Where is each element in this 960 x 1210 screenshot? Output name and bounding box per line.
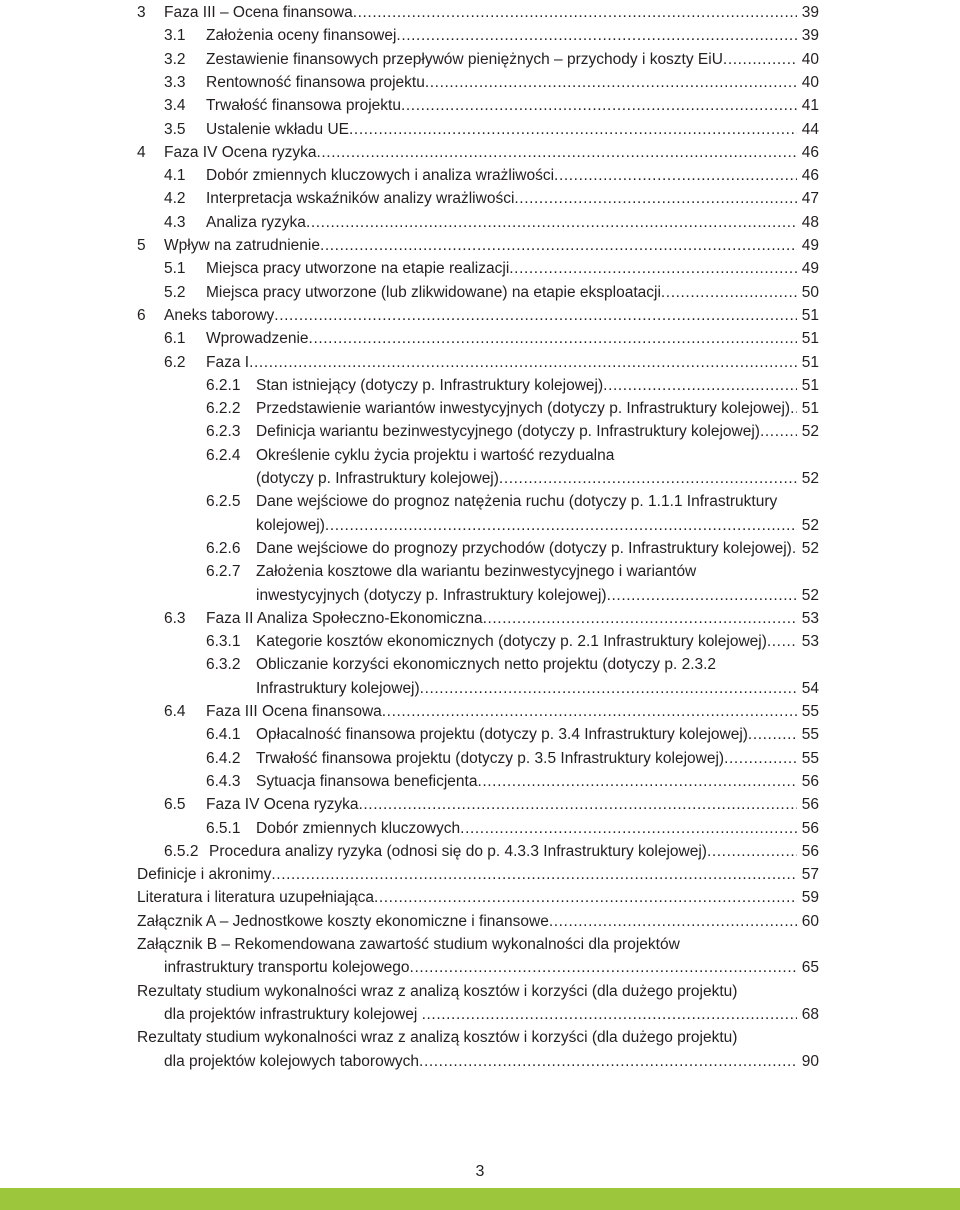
toc-entry[interactable] — [0, 516, 960, 536]
toc-entry-number: 6.2.1 — [206, 376, 241, 394]
toc-entry[interactable] — [0, 982, 960, 1002]
toc-entry-page: 57 — [797, 865, 819, 885]
toc-entry-title: Dane wejściowe do prognozy przychodów (dotyczy p. Infrastruktury kolejowej) ..... — [256, 539, 797, 559]
toc-entry-title: Definicja wariantu bezinwestycyjnego (dotyczy p. Infrastruktury kolejowej) ..... — [256, 422, 797, 442]
toc-entry-page: 60 — [797, 912, 819, 932]
toc-entry-page: 44 — [797, 120, 819, 140]
toc-entry-page: 55 — [797, 725, 819, 745]
toc-entry-title: Rezultaty studium wykonalności wraz z analizą kosztów i korzyści (dla dużego projektu) — [137, 1029, 738, 1047]
toc-entry-number: 6.4.1 — [206, 726, 241, 744]
toc-entry[interactable] — [0, 3, 960, 23]
toc-entry-page: 46 — [797, 166, 819, 186]
toc-entry[interactable] — [0, 120, 960, 140]
toc-entry-page: 55 — [797, 702, 819, 722]
toc-entry-page: 41 — [797, 96, 819, 116]
toc-entry[interactable] — [0, 935, 960, 955]
toc-entry-page: 52 — [797, 516, 819, 536]
toc-entry-number: 6.2.5 — [206, 493, 241, 511]
toc-entry-title-continued: (dotyczy p. Infrastruktury kolejowej) ..... — [256, 469, 797, 489]
toc-entry[interactable] — [0, 259, 960, 279]
toc-entry[interactable] — [0, 865, 960, 885]
toc-entry-number: 3.1 — [164, 27, 186, 45]
toc-entry-number: 3 — [137, 4, 146, 21]
toc-entry-title: Trwałość finansowa projektu ..... — [206, 96, 797, 116]
toc-entry[interactable] — [0, 1052, 960, 1072]
toc-entry[interactable] — [0, 166, 960, 186]
toc-entry-page: 52 — [797, 469, 819, 489]
toc-entry-page: 53 — [797, 632, 819, 652]
toc-entry[interactable] — [0, 213, 960, 233]
toc-entry-title: Analiza ryzyka ..... — [206, 213, 797, 233]
toc-entry[interactable] — [0, 329, 960, 349]
toc-entry[interactable] — [0, 376, 960, 396]
toc-entry-title: Procedura analizy ryzyka (odnosi się do p. 4.3.3 Infrastruktury kolejowej) ..... — [209, 842, 797, 862]
toc-entry-page: 65 — [797, 958, 819, 978]
toc-entry-title: Przedstawienie wariantów inwestycyjnych (dotyczy p. Infrastruktury kolejowej) ..... — [256, 399, 797, 419]
toc-entry-number: 3.4 — [164, 97, 186, 115]
toc-entry-title: Dobór zmiennych kluczowych i analiza wrażliwości ..... — [206, 166, 797, 186]
toc-entry-title-continued: inwestycyjnych (dotyczy p. Infrastruktury kolejowej) ..... — [256, 586, 797, 606]
toc-entry-title: Ustalenie wkładu UE ..... — [206, 120, 797, 140]
toc-entry-number: 4 — [137, 143, 146, 161]
toc-entry-page: 50 — [797, 283, 819, 303]
toc-entry-number: 6.3.2 — [206, 656, 241, 674]
toc-entry[interactable] — [0, 772, 960, 792]
toc-entry-title: Obliczanie korzyści ekonomicznych netto projektu (dotyczy p. 2.3.2 — [256, 656, 717, 674]
toc-entry-page: 53 — [797, 609, 819, 629]
toc-entry[interactable] — [0, 469, 960, 489]
toc-entry-number: 5.1 — [164, 260, 186, 278]
toc-entry-title: Aneks taborowy ..... — [164, 306, 797, 326]
toc-entry-page: 51 — [797, 329, 819, 349]
toc-entry-number: 6.5.1 — [206, 819, 241, 837]
toc-entry-number: 4.3 — [164, 213, 186, 231]
toc-entry[interactable] — [0, 446, 960, 466]
toc-entry-number: 6.2.3 — [206, 423, 241, 441]
toc-entry-number: 3.2 — [164, 50, 186, 68]
toc-entry-page: 39 — [797, 26, 819, 46]
toc-entry[interactable] — [0, 399, 960, 419]
toc-entry-page: 56 — [797, 772, 819, 792]
toc-entry-number: 6.1 — [164, 330, 186, 348]
toc-entry-title: Faza III Ocena finansowa ..... — [206, 702, 797, 722]
footer-accent-bar — [0, 1188, 960, 1210]
toc-entry-page: 52 — [797, 539, 819, 559]
toc-entry-title: Stan istniejący (dotyczy p. Infrastruktury kolejowej) ..... — [256, 376, 797, 396]
toc-entry-page: 51 — [797, 306, 819, 326]
toc-entry-title: Rentowność finansowa projektu ..... — [206, 73, 797, 93]
toc-entry-number: 4.2 — [164, 190, 186, 208]
toc-entry[interactable] — [0, 632, 960, 652]
toc-entry-title: Określenie cyklu życia projektu i wartość rezydualna — [256, 446, 615, 464]
toc-entry[interactable] — [0, 73, 960, 93]
toc-entry[interactable] — [0, 888, 960, 908]
toc-entry-page: 55 — [797, 749, 819, 769]
toc-entry-number: 6.2 — [164, 353, 186, 371]
toc-entry[interactable] — [0, 306, 960, 326]
toc-entry-page: 68 — [797, 1005, 819, 1025]
toc-entry-number: 6.5 — [164, 796, 186, 814]
toc-entry-page: 48 — [797, 213, 819, 233]
toc-entry-title: Zestawienie finansowych przepływów pieniężnych – przychody i koszty EiU ..... — [206, 50, 797, 70]
toc-entry[interactable] — [0, 353, 960, 373]
toc-entry-number: 5 — [137, 237, 146, 254]
toc-entry[interactable] — [0, 958, 960, 978]
toc-entry[interactable] — [0, 586, 960, 606]
toc-entry-title: Opłacalność finansowa projektu (dotyczy p. 3.4 Infrastruktury kolejowej) ..... — [256, 725, 797, 745]
toc-entry[interactable] — [0, 189, 960, 209]
toc-entry[interactable] — [0, 679, 960, 699]
toc-entry-title: Założenia oceny finansowej ..... — [206, 26, 797, 46]
toc-entry-number: 6.2.6 — [206, 539, 241, 557]
toc-entry-number: 6 — [137, 306, 146, 324]
toc-entry-page: 54 — [797, 679, 819, 699]
toc-entry-title: Faza II Analiza Społeczno-Ekonomiczna ..... — [206, 609, 797, 629]
toc-entry-page: 56 — [797, 842, 819, 862]
toc-entry-title: Założenia kosztowe dla wariantu bezinwestycyjnego i wariantów — [256, 563, 697, 581]
toc-entry-number: 3.3 — [164, 73, 186, 91]
toc-entry-number: 4.1 — [164, 167, 186, 185]
toc-entry-number: 3.5 — [164, 120, 186, 138]
toc-entry-title: Miejsca pracy utworzone (lub zlikwidowane) na etapie eksploatacji ..... — [206, 283, 797, 303]
page-number: 3 — [475, 1163, 485, 1180]
toc-entry-title: Faza III – Ocena finansowa ..... — [164, 3, 797, 23]
toc-entry-title-continued: kolejowej) ..... — [256, 516, 797, 536]
toc-entry-number: 6.3 — [164, 609, 186, 627]
toc-entry-title: Interpretacja wskaźników analizy wrażliwości ..... — [206, 189, 797, 209]
toc-entry-title: Literatura i literatura uzupełniająca ..... — [137, 888, 797, 908]
toc-entry-page: 40 — [797, 50, 819, 70]
toc-entry[interactable] — [0, 422, 960, 442]
toc-entry-number: 6.4.3 — [206, 772, 241, 790]
toc-entry-page: 49 — [797, 236, 819, 256]
toc-entry[interactable] — [0, 819, 960, 839]
toc-entry[interactable] — [0, 143, 960, 163]
toc-entry[interactable] — [0, 50, 960, 70]
toc-entry[interactable] — [0, 96, 960, 116]
toc-entry[interactable] — [0, 562, 960, 582]
toc-entry-title: Dane wejściowe do prognoz natężenia ruchu (dotyczy p. 1.1.1 Infrastruktury — [256, 493, 778, 511]
toc-entry-title: Kategorie kosztów ekonomicznych (dotyczy p. 2.1 Infrastruktury kolejowej) ..... — [256, 632, 797, 652]
toc-entry[interactable] — [0, 539, 960, 559]
toc-entry[interactable] — [0, 236, 960, 256]
toc-entry[interactable] — [0, 749, 960, 769]
toc-entry-page: 90 — [797, 1052, 819, 1072]
toc-entry-title-continued: infrastruktury transportu kolejowego ..... — [164, 958, 797, 978]
toc-entry-title: Dobór zmiennych kluczowych ..... — [256, 819, 797, 839]
toc-entry-number: 5.2 — [164, 283, 186, 301]
toc-entry-title: Sytuacja finansowa beneficjenta ..... — [256, 772, 797, 792]
toc-entry-page: 46 — [797, 143, 819, 163]
toc-entry-page: 49 — [797, 259, 819, 279]
toc-entry-page: 51 — [797, 399, 819, 419]
toc-entry[interactable] — [0, 702, 960, 722]
toc-entry-number: 6.4.2 — [206, 749, 241, 767]
toc-entry[interactable] — [0, 842, 960, 862]
toc-entry[interactable] — [0, 492, 960, 512]
toc-entry[interactable] — [0, 609, 960, 629]
toc-entry-title: Załącznik B – Rekomendowana zawartość studium wykonalności dla projektów — [137, 936, 680, 953]
toc-entry-title: Rezultaty studium wykonalności wraz z analizą kosztów i korzyści (dla dużego projektu) — [137, 982, 738, 1000]
toc-entry-number: 6.2.7 — [206, 563, 241, 581]
toc-entry[interactable] — [0, 912, 960, 932]
toc-entry-page: 56 — [797, 819, 819, 839]
toc-entry[interactable] — [0, 795, 960, 815]
toc-entry-title: Faza I ..... — [206, 353, 797, 373]
toc-entry-page: 47 — [797, 189, 819, 209]
toc-entry[interactable] — [0, 1028, 960, 1048]
toc-entry-page: 51 — [797, 376, 819, 396]
toc-entry-title: Wpływ na zatrudnienie ..... — [164, 236, 797, 256]
toc-entry-title: Załącznik A – Jednostkowe koszty ekonomiczne i finansowe ..... — [137, 912, 797, 932]
toc-entry-number: 6.4 — [164, 703, 186, 720]
toc-entry-title: Miejsca pracy utworzone na etapie realizacji ..... — [206, 259, 797, 279]
toc-entry-page: 51 — [797, 353, 819, 373]
toc-entry-title-continued: dla projektów kolejowych taborowych ..... — [164, 1052, 797, 1072]
toc-entry-title-continued: dla projektów infrastruktury kolejowej ..... — [164, 1005, 797, 1025]
toc-entry-title: Faza IV Ocena ryzyka ..... — [164, 143, 797, 163]
toc-entry-title: Faza IV Ocena ryzyka ..... — [206, 795, 797, 815]
toc-entry[interactable] — [0, 26, 960, 46]
toc-entry-page: 56 — [797, 795, 819, 815]
toc-entry-title: Definicje i akronimy ..... — [137, 865, 797, 885]
toc-entry[interactable] — [0, 725, 960, 745]
toc-entry[interactable] — [0, 655, 960, 675]
toc-entry-number: 6.2.2 — [206, 400, 241, 418]
toc-entry[interactable] — [0, 1005, 960, 1025]
toc-entry-page: 59 — [797, 888, 819, 908]
toc-entry-page: 52 — [797, 422, 819, 442]
toc-entry-title-continued: Infrastruktury kolejowej) ..... — [256, 679, 797, 699]
toc-entry-number: 6.5.2 — [164, 842, 199, 860]
toc-entry-page: 40 — [797, 73, 819, 93]
toc-entry-page: 52 — [797, 586, 819, 606]
toc-entry-title: Wprowadzenie ..... — [206, 329, 797, 349]
toc-entry-number: 6.3.1 — [206, 633, 241, 651]
toc-entry-title: Trwałość finansowa projektu (dotyczy p. 3.5 Infrastruktury kolejowej) ..... — [256, 749, 797, 769]
toc-entry-number: 6.2.4 — [206, 446, 241, 464]
toc-entry[interactable] — [0, 283, 960, 303]
toc-entry-page: 39 — [797, 3, 819, 23]
